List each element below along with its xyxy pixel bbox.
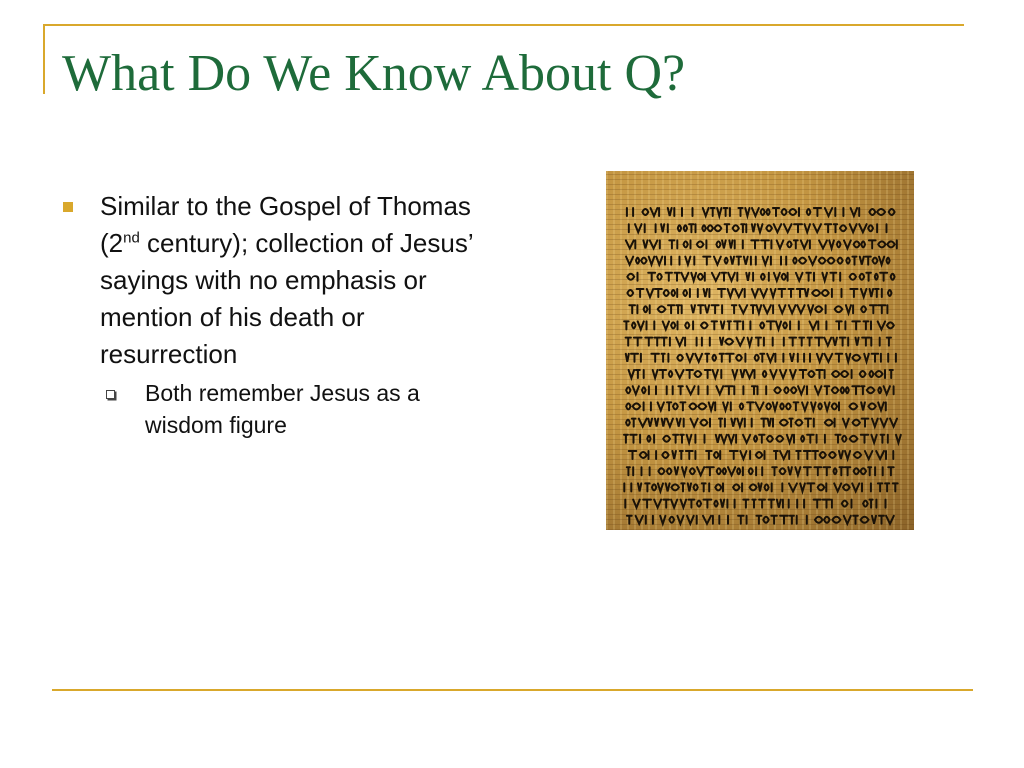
script-line (629, 305, 887, 313)
bullet-text-end: century); collection of Jesus’ sayings with no emphasis or mention of his death or resurrection (100, 228, 473, 369)
script-line (629, 451, 894, 459)
script-line (625, 500, 885, 508)
script-line (629, 224, 887, 232)
script-line (624, 435, 901, 443)
script-line (629, 370, 893, 378)
bullet-list (60, 188, 500, 441)
top-rule (43, 24, 964, 26)
script-line (626, 257, 890, 265)
script-line (627, 208, 895, 216)
left-rule (43, 24, 45, 94)
script-line (627, 289, 891, 297)
manuscript-script-lines (606, 171, 914, 530)
superscript-ordinal: nd (123, 229, 140, 247)
script-line (626, 338, 891, 346)
hollow-square-bullet-icon (106, 390, 115, 399)
sub-bullet-text: Both remember Jesus as a wisdom figure (145, 380, 420, 438)
script-line (627, 273, 894, 281)
script-line (626, 240, 897, 248)
script-line (627, 467, 894, 475)
script-line (626, 402, 886, 410)
script-line (627, 516, 894, 524)
script-line (626, 354, 896, 362)
bullet-item (60, 188, 500, 373)
script-line (624, 321, 894, 329)
bottom-rule (52, 689, 973, 691)
papyrus-manuscript-image (606, 171, 914, 530)
square-bullet-icon (63, 202, 73, 212)
script-line (626, 386, 893, 394)
sub-bullet-item (100, 377, 500, 441)
slide-title: What Do We Know About Q? (62, 45, 686, 102)
script-line (624, 483, 897, 491)
script-line (626, 419, 897, 427)
bullet-text-start: Similar to the Gospel of Thomas (2 (100, 191, 471, 258)
